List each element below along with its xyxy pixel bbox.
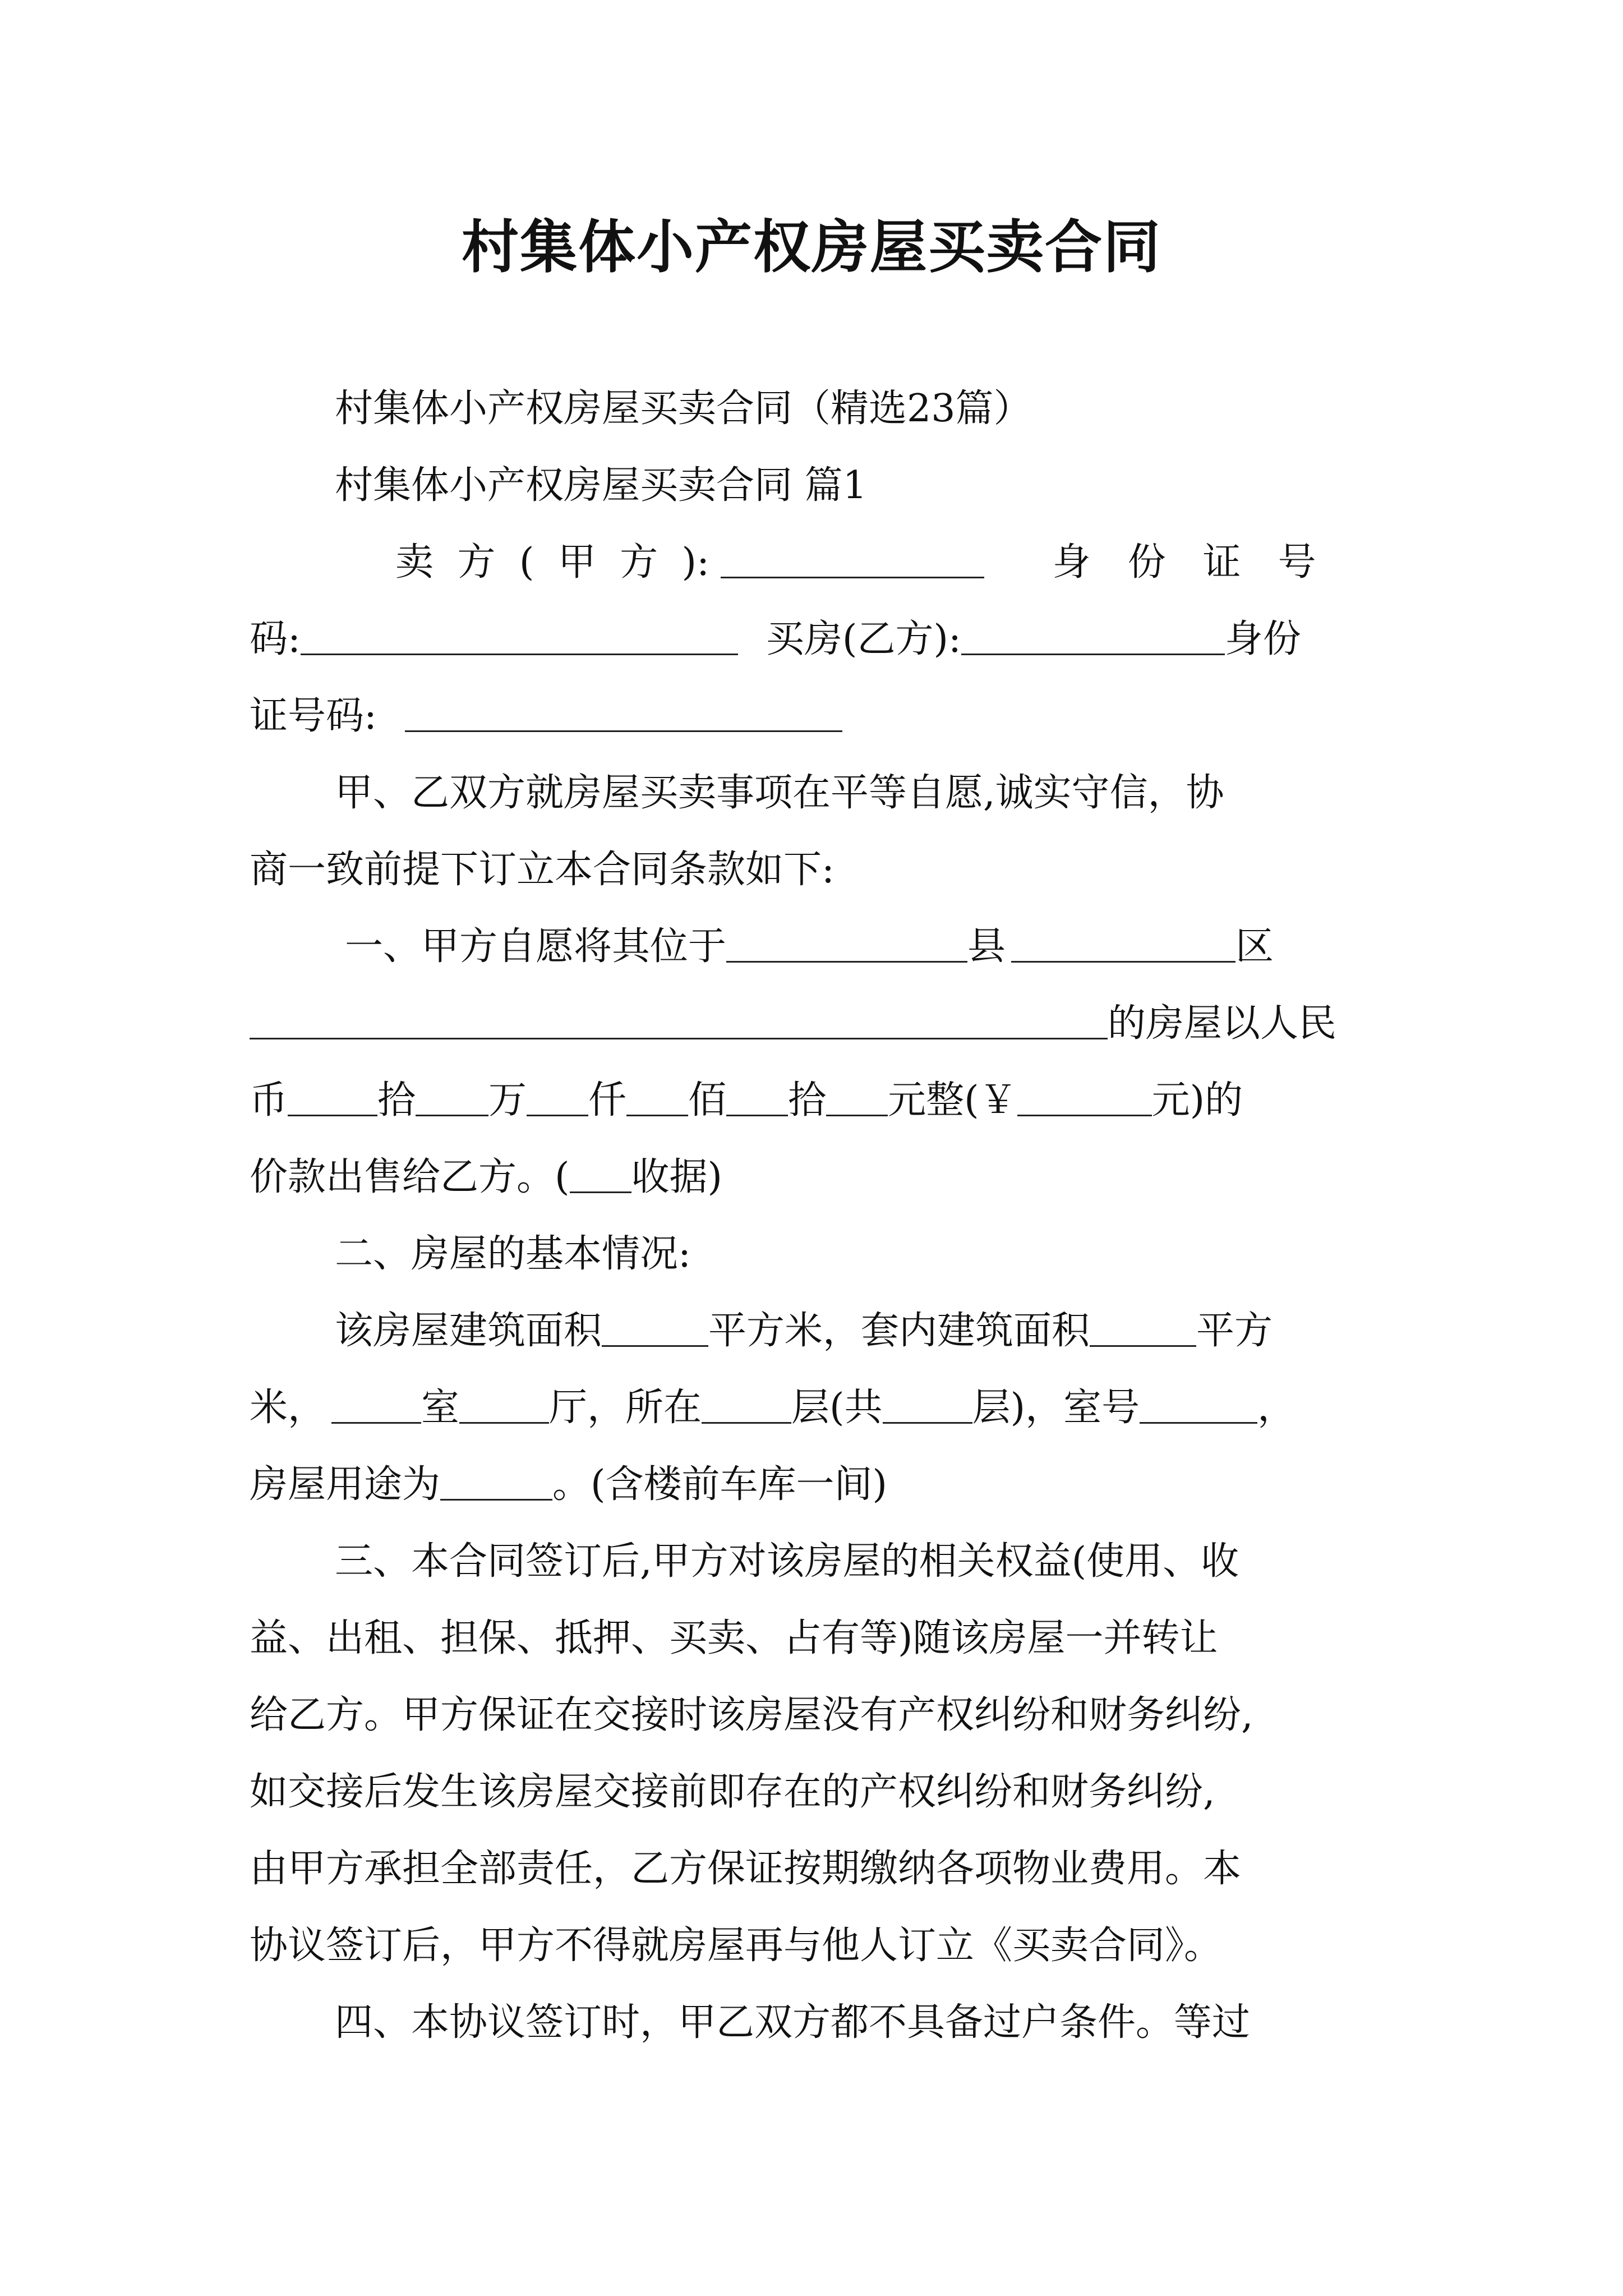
art2-text: 平方米，套内建筑面积	[708, 1309, 1090, 1353]
seller-char: 卖	[395, 540, 434, 585]
unit-label: 元)的	[1151, 1078, 1243, 1122]
total-floors-blank[interactable]	[883, 1388, 972, 1424]
id-char: 份	[1127, 540, 1166, 585]
unit-label: 拾	[377, 1078, 416, 1122]
art2-text: 房屋用途为	[250, 1462, 441, 1507]
rooms-blank[interactable]	[331, 1388, 421, 1424]
amount-blank-6[interactable]	[826, 1081, 888, 1116]
amount-blank-2[interactable]	[416, 1081, 488, 1116]
seller-char: 方	[620, 540, 658, 585]
art2-text: 厅，所在	[549, 1386, 702, 1430]
seller-char: ):	[681, 540, 709, 585]
art2-text: 层)，室号	[972, 1386, 1140, 1430]
unit-label: 元整(￥	[888, 1078, 1017, 1122]
art1-text: 一、甲方自愿将其位于	[345, 924, 727, 969]
art2-text: 平方	[1196, 1309, 1273, 1353]
id-label-cont: 码:	[250, 617, 301, 661]
art1-line-3	[250, 1062, 1377, 1139]
art2-line-1	[250, 1292, 1377, 1369]
buyer-id-blank[interactable]	[405, 697, 842, 732]
buyer-id-label: 身份	[1224, 617, 1301, 661]
currency-label: 币	[250, 1078, 288, 1122]
art1-line-2	[250, 985, 1377, 1062]
contract-body	[250, 370, 1377, 2061]
amount-blank-3[interactable]	[527, 1081, 588, 1116]
id-char: 号	[1278, 540, 1316, 585]
address-blank[interactable]	[250, 1004, 1108, 1039]
art4-line: 四、本协议签订时，甲乙双方都不具备过户条件。等过	[335, 2000, 1251, 2045]
county-label: 县	[967, 924, 1006, 969]
art2-text: ，	[1257, 1386, 1296, 1430]
art2-text: 该房屋建筑面积	[335, 1309, 602, 1353]
subtitle: 村集体小产权房屋买卖合同（精选23篇）	[335, 386, 1032, 431]
buyer-id-line	[250, 678, 1377, 754]
art2-line-3	[250, 1446, 1377, 1523]
intro-line-2: 商一致前提下订立本合同条款如下:	[250, 848, 834, 892]
usage-blank[interactable]	[440, 1465, 552, 1501]
art2-text: 。(含楼前车库一间)	[552, 1462, 888, 1507]
seller-char: 甲	[557, 540, 596, 585]
unit-label: 拾	[788, 1078, 827, 1122]
art1-line-4	[250, 1139, 1377, 1216]
art3-line: 三、本合同签订后,甲方对该房屋的相关权益(使用、收	[335, 1539, 1239, 1584]
seller-line	[250, 524, 1377, 601]
halls-blank[interactable]	[459, 1388, 549, 1424]
amount-number-blank[interactable]	[1017, 1081, 1152, 1116]
receipt-blank[interactable]	[570, 1158, 631, 1193]
art2-line-2	[250, 1369, 1377, 1446]
unit-label: 万	[488, 1078, 527, 1122]
art1-text-2: 的房屋以人民	[1108, 1001, 1337, 1046]
room-number-blank[interactable]	[1140, 1388, 1257, 1424]
buyer-id-label-cont: 证号码:	[250, 694, 377, 738]
seller-char: 方	[457, 540, 496, 585]
unit-label: 仟	[588, 1078, 627, 1122]
seller-name-blank[interactable]	[721, 543, 984, 578]
art3-line: 给乙方。甲方保证在交接时该房屋没有产权纠纷和财务纠纷,	[250, 1693, 1253, 1737]
amount-blank-1[interactable]	[288, 1081, 377, 1116]
section-heading: 村集体小产权房屋买卖合同 篇1	[335, 463, 867, 508]
document-title: 村集体小产权房屋买卖合同	[462, 214, 1161, 281]
art2-text: 米，	[250, 1386, 326, 1430]
art2-heading: 二、房屋的基本情况:	[335, 1232, 691, 1276]
art3-line: 协议签订后，甲方不得就房屋再与他人订立《买卖合同》。	[250, 1924, 1223, 1968]
seller-char: (	[519, 540, 534, 585]
floor-blank[interactable]	[702, 1388, 791, 1424]
art3-line: 如交接后发生该房屋交接前即存在的产权纠纷和财务纠纷,	[250, 1770, 1215, 1814]
amount-blank-5[interactable]	[726, 1081, 788, 1116]
art1-text-4: 价款出售给乙方。(	[250, 1155, 570, 1199]
id-char: 证	[1202, 540, 1241, 585]
buyer-line	[250, 601, 1377, 678]
id-char: 身	[1052, 540, 1091, 585]
unit-label: 佰	[688, 1078, 727, 1122]
art2-text: 层(共	[791, 1386, 883, 1430]
district-label: 区	[1235, 924, 1274, 969]
buyer-name-blank[interactable]	[961, 620, 1225, 655]
art1-line-1	[250, 908, 1377, 985]
district-blank[interactable]	[1011, 927, 1235, 963]
amount-blank-4[interactable]	[626, 1081, 688, 1116]
intro-line-1: 甲、乙双方就房屋买卖事项在平等自愿,诚实守信，协	[335, 771, 1224, 815]
county-blank[interactable]	[726, 927, 967, 963]
art2-text: 室	[421, 1386, 460, 1430]
building-area-blank[interactable]	[602, 1312, 708, 1347]
art3-line: 益、出租、担保、抵押、买卖、占有等)随该房屋一并转让	[250, 1616, 1218, 1660]
seller-id-blank[interactable]	[301, 620, 738, 655]
receipt-label: 收据)	[631, 1155, 723, 1199]
art3-line: 由甲方承担全部责任，乙方保证按期缴纳各项物业费用。本	[250, 1847, 1242, 1891]
buyer-label: 买房(乙方):	[766, 617, 961, 661]
inner-area-blank[interactable]	[1090, 1312, 1196, 1347]
